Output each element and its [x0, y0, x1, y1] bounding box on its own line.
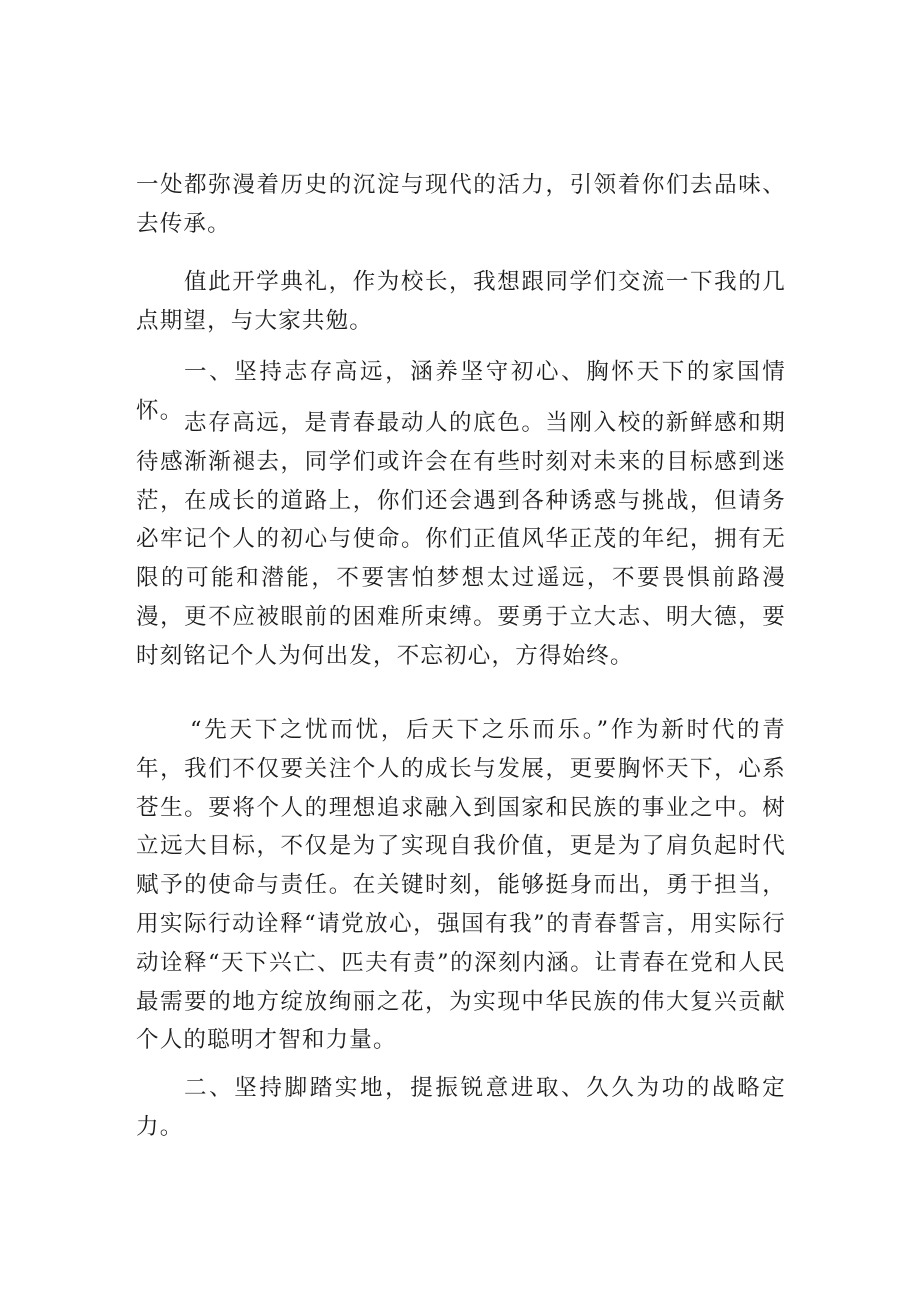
body-paragraph: 一处都弥漫着历史的沉淀与现代的活力，引领着你们去品味、去传承。	[136, 172, 786, 237]
body-paragraph: “先天下之忧而忧，后天下之乐而乐。”作为新时代的青年，我们不仅要关注个人的成长与发展，更要胸怀天下，心系苍生。要将个人的理想追求融入到国家和民族的事业之中。树立远大目标，不仅是为了实现自我价值，更是为了肩负起时代赋予的使命与责任。在关键时刻，能够挺身而出，勇于担当，用实际行动诠释“请党放心，强国有我”的青春誓言，用实际行动诠释“天下兴亡、匹夫有责”的深刻内涵。让青春在党和人民最需要的地方绽放绚丽之花，为实现中华民族的伟大复兴贡献个人的聪明才智和力量。	[136, 717, 786, 1054]
section-heading: 二、坚持脚踏实地，提振锐意进取、久久为功的战略定力。	[136, 1075, 786, 1140]
section-heading-2	[136, 1069, 786, 1147]
paragraph-quote	[136, 711, 786, 1060]
paragraph-aspiration	[136, 404, 786, 676]
section-heading: 一、坚持志存高远，涵养坚守初心、胸怀天下的家国情怀。	[136, 359, 786, 424]
body-paragraph: 值此开学典礼，作为校长，我想跟同学们交流一下我的几点期望，与大家共勉。	[136, 269, 786, 334]
paragraph-opening	[136, 263, 786, 341]
body-paragraph: 志存高远，是青春最动人的底色。当刚入校的新鲜感和期待感渐渐褪去，同学们或许会在有些时刻对未来的目标感到迷茫，在成长的道路上，你们还会遇到各种诱惑与挑战，但请务必牢记个人的初心与使命。你们正值风华正茂的年纪，拥有无限的可能和潜能，不要害怕梦想太过遥远，不要畏惧前路漫漫，更不应被眼前的困难所束缚。要勇于立大志、明大德，要时刻铭记个人为何出发，不忘初心，方得始终。	[136, 410, 786, 669]
paragraph-continuation	[136, 166, 786, 244]
